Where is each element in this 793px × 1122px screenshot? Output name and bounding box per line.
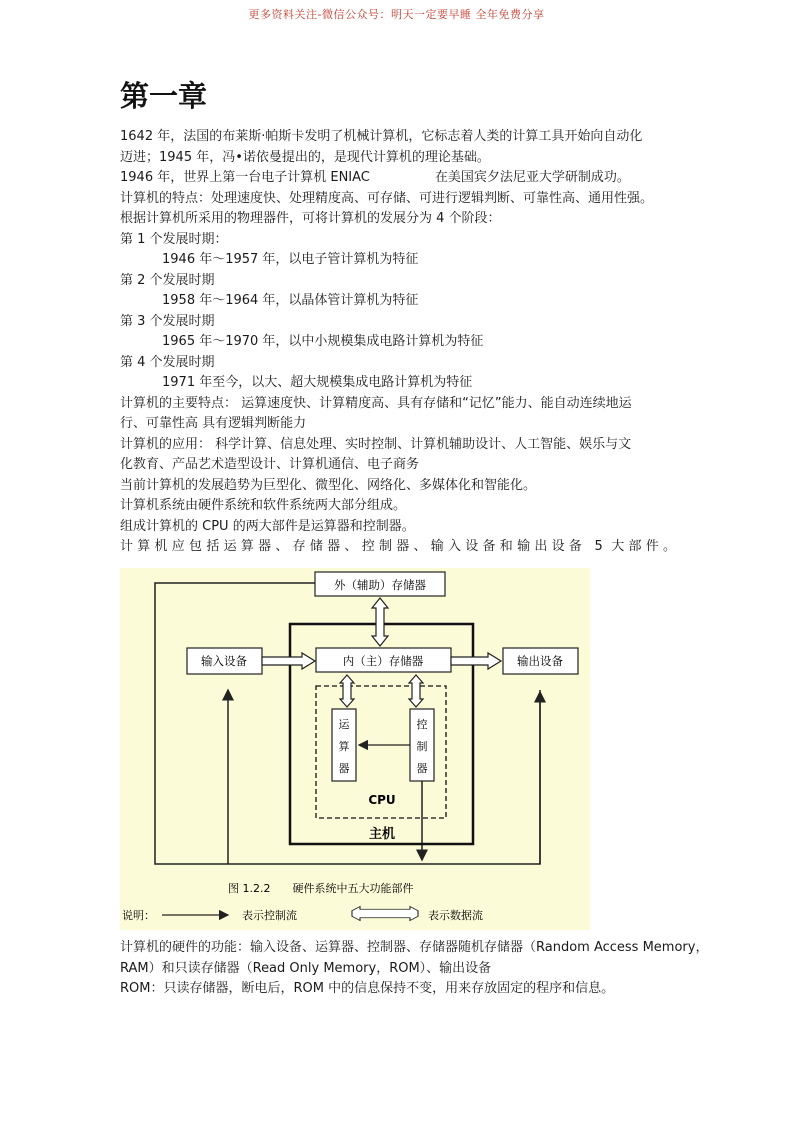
input-device-label: 输入设备 bbox=[201, 654, 247, 668]
paragraph-line: 计算机的主要特点： 运算速度快、计算精度高、具有存储和“记忆”能力、能自动连续地运 bbox=[120, 395, 632, 411]
period-heading: 第 3 个发展时期 bbox=[120, 313, 215, 329]
period-detail: 1971 年至今，以大、超大规模集成电路计算机为特征 bbox=[162, 375, 473, 390]
hardware-notes bbox=[120, 938, 709, 1000]
data-flow-arrow-vertical bbox=[372, 598, 388, 646]
alu-char: 器 bbox=[338, 762, 350, 775]
host-label: 主机 bbox=[368, 827, 396, 842]
hardware-diagram bbox=[120, 568, 590, 930]
period-heading: 第 2 个发展时期 bbox=[120, 272, 215, 288]
paragraph-line: 1946 年，世界上第一台电子计算机 ENIAC 在美国宾夕法尼亚大学研制成功。 bbox=[120, 170, 630, 185]
legend-data-label: 表示数据流 bbox=[428, 909, 483, 922]
paragraph-line: 计算机的特点：处理速度快、处理精度高、可存储、可进行逻辑判断、可靠性高、通用性强。 bbox=[120, 190, 654, 206]
legend-control-label: 表示控制流 bbox=[242, 909, 297, 922]
paragraph-line: 化教育、产品艺术造型设计、计算机通信、电子商务 bbox=[120, 457, 420, 472]
paragraph-line: ROM：只读存储器，断电后，ROM 中的信息保持不变，用来存放固定的程序和信息。 bbox=[120, 981, 615, 996]
data-flow-arrow-cpu bbox=[340, 675, 423, 707]
chapter-title: 第一章 bbox=[120, 79, 208, 113]
period-detail: 1958 年～1964 年，以晶体管计算机为特征 bbox=[162, 293, 419, 308]
paragraph-line: 计算机应包括运算器、存储器、控制器、输入设备和输出设备 5 大部件。 bbox=[120, 539, 676, 554]
external-storage-label: 外（辅助）存储器 bbox=[334, 578, 426, 592]
period-detail: 1965 年～1970 年，以中小规模集成电路计算机为特征 bbox=[162, 334, 484, 349]
controller-char: 器 bbox=[416, 762, 428, 775]
period-heading: 第 1 个发展时期： bbox=[120, 231, 228, 247]
period-detail: 1946 年～1957 年，以电子管计算机为特征 bbox=[162, 252, 419, 267]
paragraph-line: RAM）和只读存储器（Read Only Memory，ROM）、输出设备 bbox=[120, 960, 492, 976]
paragraph-line: 计算机的硬件的功能：输入设备、运算器、控制器、存储器随机存储器（Random Access Memory， bbox=[120, 940, 709, 955]
period-heading: 第 4 个发展时期 bbox=[120, 354, 215, 370]
controller-char: 制 bbox=[416, 740, 428, 753]
body-text bbox=[120, 127, 676, 558]
paragraph-line: 1642 年，法国的布莱斯·帕斯卡发明了机械计算机，它标志着人类的计算工具开始向自动化 bbox=[120, 129, 643, 144]
alu-char: 算 bbox=[338, 740, 350, 753]
main-memory-label: 内（主）存储器 bbox=[342, 654, 424, 668]
paragraph-line: 迈进；1945 年，冯•诺依曼提出的，是现代计算机的理论基础。 bbox=[120, 149, 490, 165]
paragraph-line: 当前计算机的发展趋势为巨型化、微型化、网络化、多媒体化和智能化。 bbox=[120, 477, 537, 493]
paragraph-line: 组成计算机的 CPU 的两大部件是运算器和控制器。 bbox=[120, 518, 415, 534]
figure-caption: 图 1.2.2 硬件系统中五大功能部件 bbox=[228, 882, 414, 895]
diagram-svg bbox=[120, 568, 590, 930]
cpu-label: CPU bbox=[368, 793, 396, 807]
alu-char: 运 bbox=[338, 718, 350, 731]
paragraph-line: 行、可靠性高 具有逻辑判断能力 bbox=[120, 416, 307, 431]
legend-data-arrow bbox=[352, 907, 418, 921]
paragraph-line: 根据计算机所采用的物理器件，可将计算机的发展分为 4 个阶段： bbox=[120, 211, 501, 226]
paragraph-line: 计算机系统由硬件系统和软件系统两大部分组成。 bbox=[120, 498, 407, 513]
output-device-label: 输出设备 bbox=[517, 654, 563, 668]
controller-char: 控 bbox=[416, 718, 428, 731]
legend-prefix: 说明： bbox=[122, 909, 155, 922]
paragraph-line: 计算机的应用： 科学计算、信息处理、实时控制、计算机辅助设计、人工智能、娱乐与文 bbox=[120, 436, 632, 452]
header-banner: 更多资料关注-微信公众号：明天一定要早睡 全年免费分享 bbox=[248, 8, 545, 21]
